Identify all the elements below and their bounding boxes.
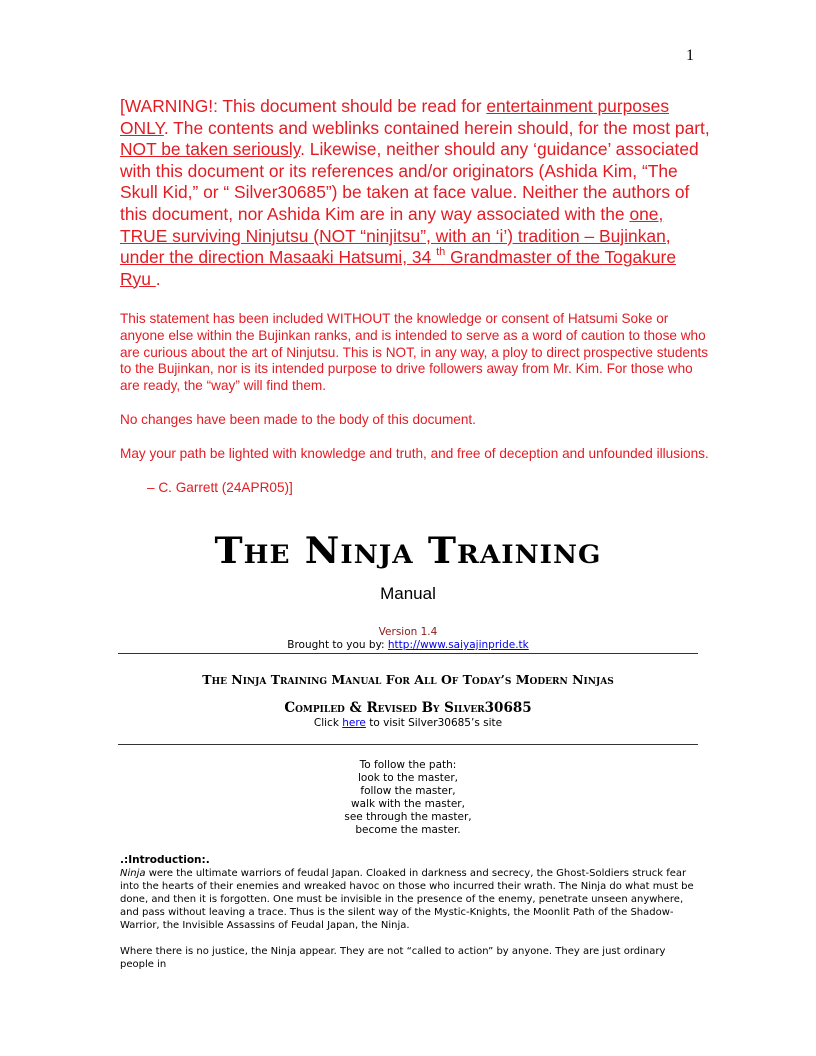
tradition-text-end: Grandmaster of the Togakure Ryu [120, 247, 676, 289]
poem-line: look to the master, [358, 772, 458, 784]
version-label: Version 1.4 [378, 626, 438, 638]
warning-text: . The contents and weblinks contained herein should, for the most part, [163, 117, 710, 138]
blessing-note: May your path be lighted with knowledge and truth, and free of deception and unfounded illusions. [120, 446, 709, 461]
brought-by-prefix: Brought to you by: [287, 639, 388, 651]
intro-text: were the ultimate warriors of feudal Japan. Cloaked in darkness and secrecy, the Ghost-Soldiers struck fear into the hearts of their enemies and wreaked havoc on those who incurred their wrath. The Ninja do what must be done, and then it is forgotten. One must be invisible in the presence of the enemy, penetrate unseen anywhere, and pass without leaving a trace. Thus is the silent way of the Mystic-Knights, the Moonlit Path of the Shadow-Warrior, the Invisible Assassins of Feudal Japan, the Ninja. [120, 868, 694, 931]
manual-heading: The Ninja Training Manual For All Of Today’s Modern Ninjas [202, 672, 614, 687]
warning-text: . [155, 268, 161, 289]
poem-line: walk with the master, [351, 798, 465, 810]
compiled-heading: Compiled & Revised By Silver30685 [284, 700, 532, 716]
intro-paragraph-2: Where there is no justice, the Ninja appear. They are not “called to action” by anyone. They are just ordinary people in [120, 946, 666, 970]
poem-line: To follow the path: [359, 759, 457, 771]
brought-by-line [0, 639, 816, 651]
warning-underline-entertainment: entertainment purposes ONLY [120, 96, 670, 138]
document-subtitle: Manual [380, 584, 436, 603]
saiyajinpride-link[interactable]: http://www.saiyajinpride.tk [387, 639, 529, 651]
poem [0, 759, 816, 837]
ninja-italic: Ninja [120, 868, 146, 879]
warning-underline-not-serious: NOT be taken seriously [120, 139, 301, 160]
warning-text: . Likewise, neither should any ‘guidance’ associated with this document or its references and/or originators (Ashida Kim, “The Skull Kid,” or “ Silver30685”) be taken at face value. Neither the authors of this document, nor Ashida Kim are in any way associated with the [120, 139, 699, 224]
click-prefix: Click [313, 717, 343, 729]
tradition-text: one, TRUE surviving Ninjutsu (NOT “ninjitsu”, with an ‘i’) tradition – Bujinkan, under the direction Masaaki Hatsumi, 34 [120, 203, 671, 268]
no-changes-note: No changes have been made to the body of this document. [120, 412, 476, 427]
visit-site-line [0, 717, 816, 729]
ordinal-suffix: th [436, 246, 446, 259]
divider-bottom [118, 744, 698, 745]
here-link[interactable]: here [342, 717, 366, 729]
disclaimer-statement: This statement has been included WITHOUT the knowledge or consent of Hatsumi Soke or anyone else within the Bujinkan ranks, and is intended to serve as a word of caution to those who are curious about the art of Ninjutsu. This is NOT, in any way, a ploy to direct prospective students to the Bujinkan, nor is its intended purpose to drive followers away from Mr. Kim. For those who are ready, the “way” will find them. [120, 311, 709, 394]
document-title: The Ninja Training [214, 530, 602, 572]
divider-top [118, 653, 698, 654]
intro-paragraph-1 [120, 867, 700, 932]
click-suffix: to visit Silver30685’s site [365, 717, 503, 729]
poem-line: see through the master, [344, 811, 472, 823]
poem-line: become the master. [355, 824, 461, 836]
warning-paragraph [120, 96, 710, 290]
page-number: 1 [686, 47, 694, 64]
introduction-heading: .:Introduction:. [120, 854, 210, 866]
warning-text: [WARNING!: This document should be read for [120, 96, 487, 116]
signature: – C. Garrett (24APR05)] [147, 480, 293, 495]
poem-line: follow the master, [360, 785, 456, 797]
